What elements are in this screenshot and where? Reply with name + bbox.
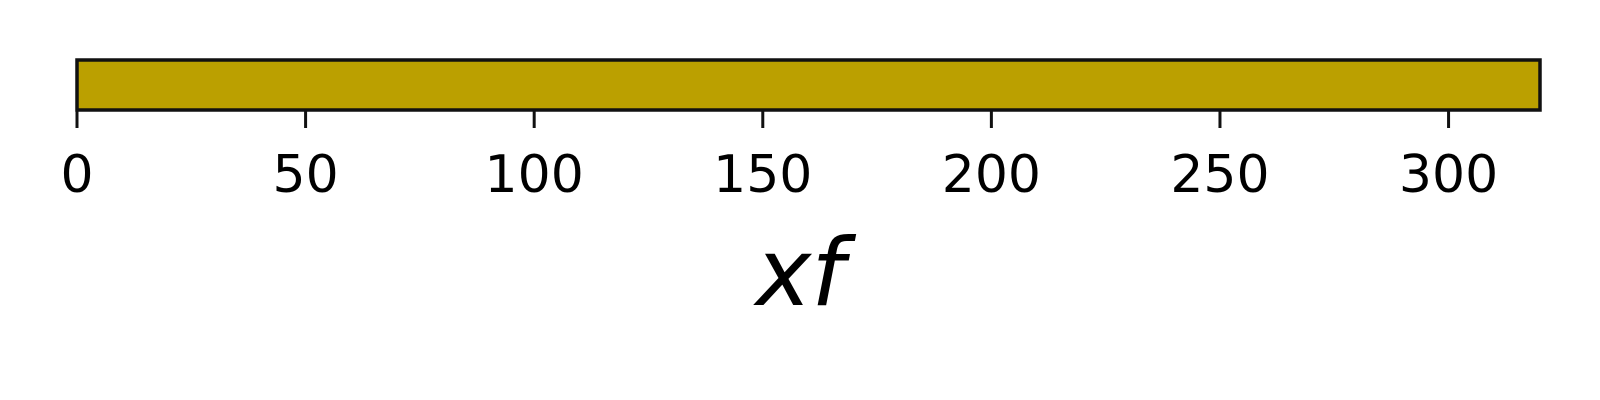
x-tick-label-200: 200 [941,145,1042,205]
x-axis-ticks [77,110,1449,128]
x-tick-label-250: 250 [1170,145,1270,205]
x-tick-label-300: 300 [1398,145,1499,205]
x-tick-label-100: 100 [484,145,584,205]
x-tick-label-150: 150 [713,145,813,205]
bar-layer [77,60,1540,110]
x-axis-tick-labels [60,145,1498,205]
bar-0 [77,60,1540,110]
x-tick-label-0: 0 [60,145,94,205]
x-tick-label-50: 50 [272,145,339,205]
x-axis-label: xf [755,219,845,328]
